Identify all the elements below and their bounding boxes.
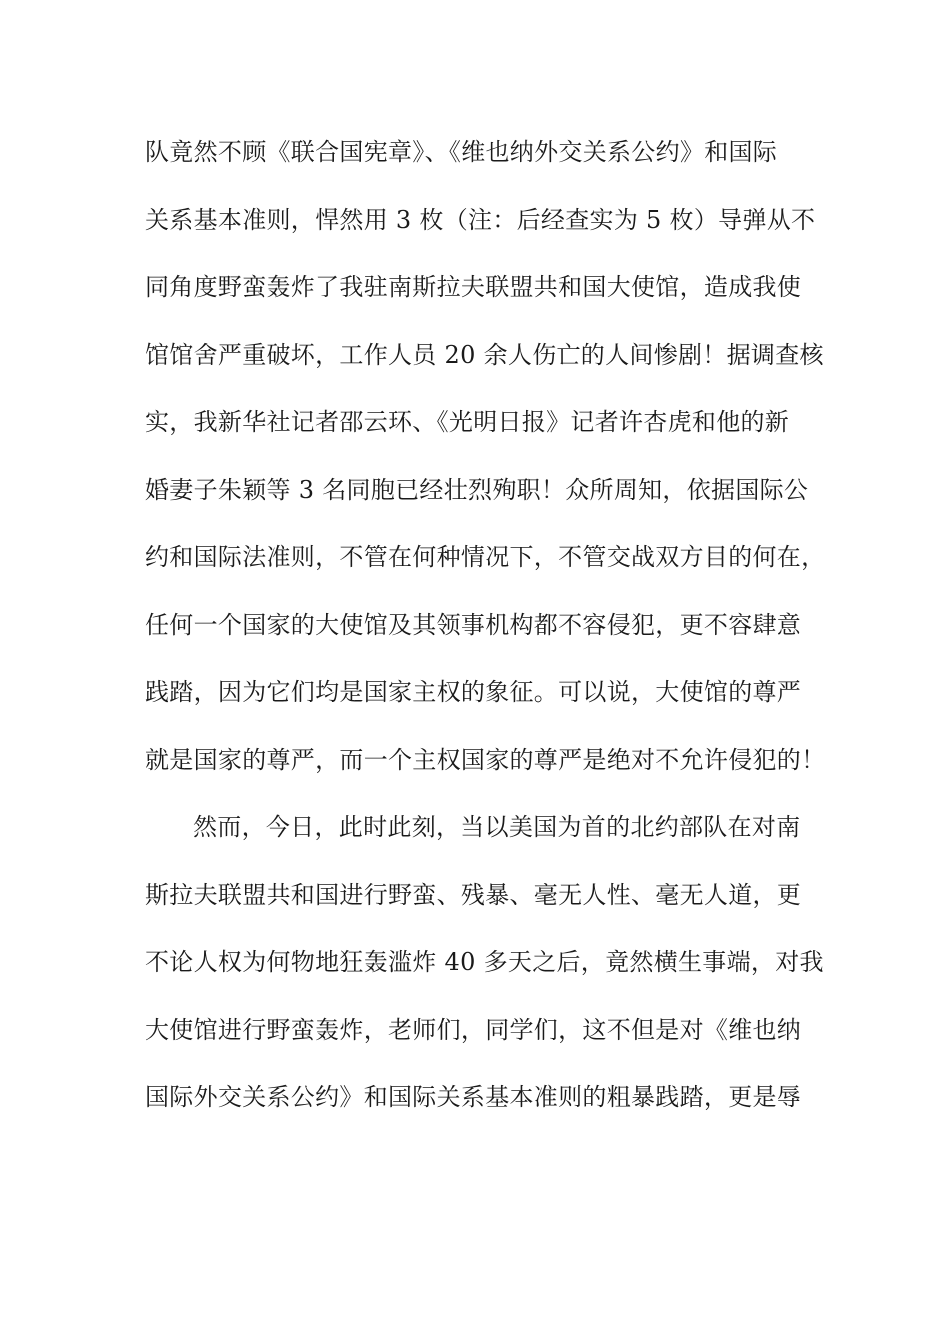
text-line: 斯拉夫联盟共和国进行野蛮、残暴、毫无人性、毫无人道，更 [145,880,802,909]
text-line: 就是国家的尊严，而一个主权国家的尊严是绝对不允许侵犯的！ [145,745,826,774]
text-line: 践踏，因为它们均是国家主权的象征。可以说，大使馆的尊严 [145,678,802,706]
text-line: 国际外交关系公约》和国际关系基本准则的粗暴践踏，更是辱 [145,1083,802,1111]
text-line: 婚妻子朱颖等 3 名同胞已经壮烈殉职！众所周知，依据国际公 [145,475,809,504]
body-text [145,130,825,1143]
text-line: 任何一个国家的大使馆及其领事机构都不容侵犯，更不容肆意 [145,610,802,639]
text-line: 约和国际法准则，不管在何种情况下，不管交战双方目的何在， [145,543,826,571]
text-line: 不论人权为何物地狂轰滥炸 40 多天之后，竟然横生事端，对我 [145,948,824,976]
text-line: 馆馆舍严重破坏，工作人员 20 余人伤亡的人间惨剧！据调查核 [145,340,824,369]
paragraph-start-line: 然而，今日，此时此刻，当以美国为首的北约部队在对南 [193,813,801,841]
text-line: 关系基本准则，悍然用 3 枚（注：后经查实为 5 枚）导弹从不 [145,205,816,234]
text-line: 实，我新华社记者邵云环、《光明日报》记者许杏虎和他的新 [145,408,790,436]
text-line: 同角度野蛮轰炸了我驻南斯拉夫联盟共和国大使馆，造成我使 [145,273,802,301]
text-line: 大使馆进行野蛮轰炸，老师们，同学们，这不但是对《维也纳 [145,1015,802,1044]
text-line: 队竟然不顾《联合国宪章》、《维也纳外交关系公约》和国际 [145,138,778,166]
